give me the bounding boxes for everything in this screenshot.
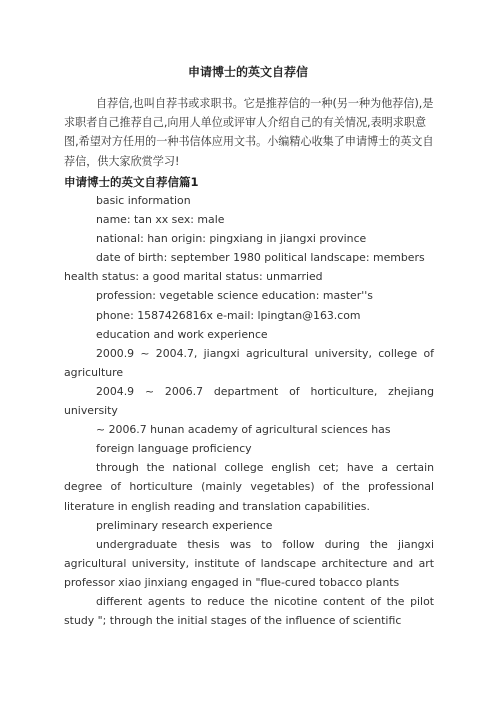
line-national-origin: national: han origin: pingxiang in jiangxi province: [96, 232, 367, 246]
line-contact: phone: 1587426816x e-mail: lpingtan@163.com: [96, 308, 361, 322]
line-research-detail-2: different agents to reduce the nicotine content of the pilot study "; through the initial stages of the influence of scientific: [64, 594, 434, 628]
line-research-heading: preliminary research experience: [96, 518, 273, 532]
section-heading: 申请博士的英文自荐信篇1: [64, 175, 199, 189]
line-education-3: ~ 2006.7 hunan academy of agricultural sciences has: [96, 423, 391, 437]
line-education-2: 2004.9 ~ 2006.7 department of horticulture, zhejiang university: [64, 384, 434, 418]
line-language-detail: through the national college english cet; have a certain degree of horticulture (mainly vegetables) of the professional literature in english reading and translation capabilities.: [64, 461, 434, 513]
line-education-heading: education and work experience: [96, 327, 268, 341]
line-language-heading: foreign language proficiency: [96, 442, 252, 456]
document-title: 申请博士的英文自荐信: [187, 65, 308, 79]
line-profession: profession: vegetable science education: master''s: [96, 289, 373, 303]
line-education-1: 2000.9 ~ 2004.7, jiangxi agricultural university, college of agriculture: [64, 346, 434, 379]
line-basic-information: basic information: [96, 194, 191, 207]
line-name-sex: name: tan xx sex: male: [96, 213, 225, 227]
intro-paragraph: 自荐信,也叫自荐书或求职书。它是推荐信的一种(另一种为他荐信),是求职者自己推荐自己,向用人单位或评审人介绍自己的有关情况,表明求职意图,希望对方任用的一种书信体应用文书。小编精心收集了申请博士的英文自荐信，供大家欣赏学习!: [64, 97, 434, 168]
resume-body: [64, 191, 434, 630]
line-birth-health: date of birth: september 1980 political landscape: members health status: a good marital status: unmarried: [64, 251, 425, 284]
line-research-detail-1: undergraduate thesis was to follow during the jiangxi agricultural university, institute of landscape architecture and art professor xiao jinxiang engaged in "flue-cured tobacco plants: [64, 537, 434, 589]
